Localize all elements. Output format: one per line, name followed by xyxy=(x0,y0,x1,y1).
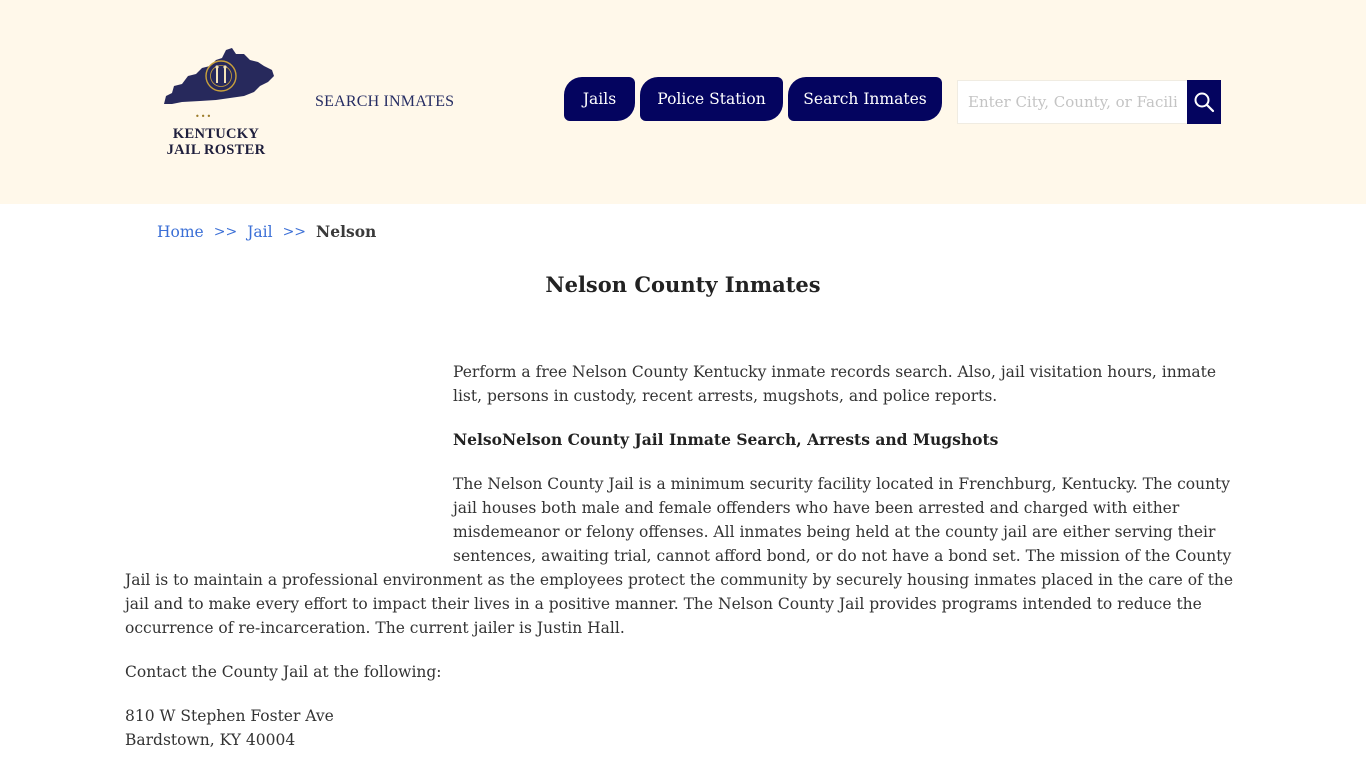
kentucky-map-icon xyxy=(160,46,276,110)
description-paragraph: The Nelson County Jail is a minimum security facility located in Frenchburg, Kentucky. The county jail houses both male and female offenders who have been arrested and charged with either misdemeanor or felony offenses. All inmates being held at the county jail are either serving their sentences, awaiting trial, cannot afford bond, or do not have a bond set. The mission of the County Jail is to maintain a professional environment as the employees protect the community by securely housing inmates placed in the care of the jail and to make every effort to impact their lives in a positive manner. The Nelson County Jail provides programs intended to reduce the occurrence of re-incarceration. The current jailer is Justin Hall. xyxy=(125,475,1234,637)
search-input[interactable] xyxy=(957,80,1187,124)
main-content xyxy=(125,360,1243,752)
breadcrumb-separator: >> xyxy=(282,223,307,240)
search-icon xyxy=(1193,91,1215,113)
site-logo[interactable] xyxy=(160,46,276,162)
nav-search-inmates-button[interactable]: Search Inmates xyxy=(788,77,942,121)
search-button[interactable] xyxy=(1187,80,1221,124)
section-subheading: NelsoNelson County Jail Inmate Search, Arrests and Mugshots xyxy=(453,430,999,449)
breadcrumb-home-link[interactable]: Home xyxy=(157,222,204,241)
breadcrumb xyxy=(157,222,376,241)
address-line-2: Bardstown, KY 40004 xyxy=(125,731,296,749)
logo-title-line1: KENTUCKY xyxy=(172,126,260,142)
nav-jails-button[interactable]: Jails xyxy=(564,77,635,121)
breadcrumb-current: Nelson xyxy=(316,222,377,241)
breadcrumb-separator: >> xyxy=(213,223,238,240)
site-header xyxy=(0,0,1366,204)
logo-dots: ••• xyxy=(195,112,213,121)
logo-title-line2: JAIL ROSTER xyxy=(166,142,266,158)
intro-paragraph: Perform a free Nelson County Kentucky inmate records search. Also, jail visitation hours, inmate list, persons in custody, recent arrests, mugshots, and police reports. xyxy=(453,363,1217,405)
page-title: Nelson County Inmates xyxy=(545,272,821,297)
ad-placeholder xyxy=(125,360,453,556)
search-inmates-link[interactable]: SEARCH INMATES xyxy=(315,93,455,110)
breadcrumb-jail-link[interactable]: Jail xyxy=(247,222,273,241)
nav-police-station-button[interactable]: Police Station xyxy=(640,77,783,121)
contact-intro: Contact the County Jail at the following: xyxy=(125,663,442,681)
address-line-1: 810 W Stephen Foster Ave xyxy=(125,707,334,725)
